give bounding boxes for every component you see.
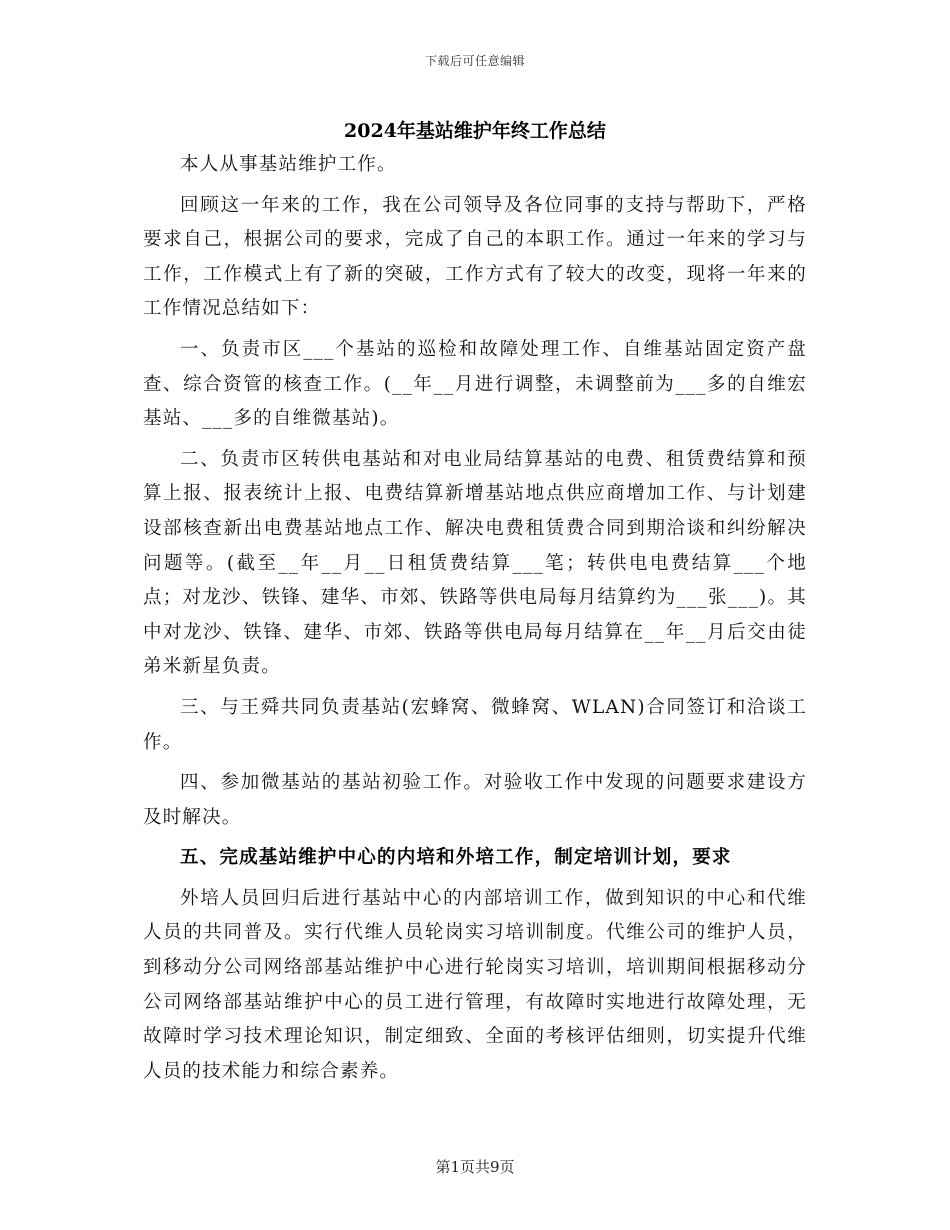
paragraph-training: 外培人员回归后进行基站中心的内部培训工作，做到知识的中心和代维人员的共同普及。实行代维人员轮岗实习培训制度。代维公司的维护人员，到移动分公司网络部基站维护中心进行轮岗实习培训，培训期间根据移动分公司网络部基站维护中心的员工进行管理，有故障时实地进行故障处理，无故障时学习技术理论知识，制定细致、全面的考核评估细则，切实提升代维人员的技术能力和综合素养。 bbox=[143, 887, 807, 1082]
document-title: 2024年基站维护年终工作总结 bbox=[344, 120, 606, 142]
page-header-note: 下载后可任意编辑 bbox=[424, 54, 525, 68]
paragraph-review: 回顾这一年来的工作，我在公司领导及各位同事的支持与帮助下，严格要求自己，根据公司的要求，完成了自己的本职工作。通过一年来的学习与工作，工作模式上有了新的突破，工作方式有了较大的改变，现将一年来的工作情况总结如下： bbox=[143, 194, 807, 320]
paragraph-item-2: 二、负责市区转供电基站和对电业局结算基站的电费、租赁费结算和预算上报、报表统计上报、电费结算新增基站地点供应商增加工作、与计划建设部核查新出电费基站地点工作、解决电费租赁费合同到期洽谈和纠纷解决问题等。(截至__年__月__日租赁费结算___笔；转供电电费结算___个地点；对龙沙、铁锋、建华、市郊、铁路等供电局每月结算约为___张___)。其中对龙沙、铁锋、建华、市郊、铁路等供电局每月结算在__年__月后交由徒弟米新星负责。 bbox=[143, 448, 807, 678]
paragraph-intro: 本人从事基站维护工作。 bbox=[180, 154, 397, 175]
paragraph-item-3: 三、与王舜共同负责基站(宏蜂窝、微蜂窝、WLAN)合同签订和洽谈工作。 bbox=[143, 696, 807, 753]
paragraph-item-1: 一、负责市区___个基站的巡检和故障处理工作、自维基站固定资产盘查、综合资管的核查工作。(__年__月进行调整，未调整前为___多的自维宏基站、___多的自维微基站)。 bbox=[143, 338, 807, 430]
document-body bbox=[143, 148, 807, 1095]
section-heading-item-5: 五、完成基站维护中心的内培和外培工作，制定培训计划，要求 bbox=[180, 847, 732, 869]
paragraph-item-4: 四、参加微基站的基站初验工作。对验收工作中发现的问题要求建设方及时解决。 bbox=[143, 772, 807, 828]
page-number: 第1页共9页 bbox=[435, 1158, 515, 1176]
